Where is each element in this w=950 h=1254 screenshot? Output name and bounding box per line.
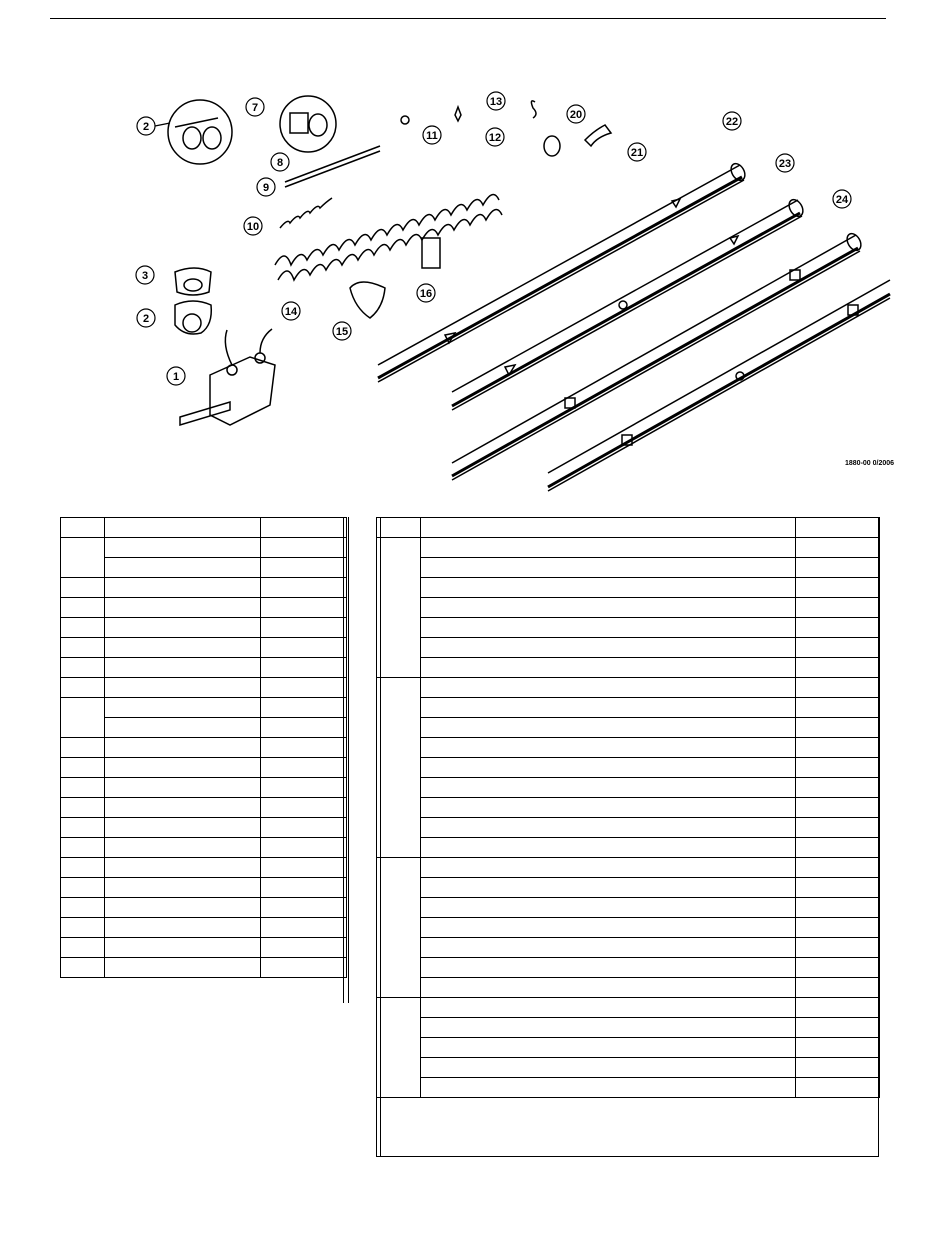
- callout-10: [244, 217, 262, 235]
- svg-text:13: 13: [489, 96, 503, 108]
- svg-text:11: 11: [426, 130, 438, 142]
- callout-2: [137, 309, 155, 327]
- left-parts-table: [60, 517, 347, 978]
- callout-11: [423, 126, 441, 144]
- callout-22: [723, 112, 741, 130]
- svg-text:9: 9: [262, 182, 270, 194]
- callout-16: [417, 284, 435, 302]
- callout-23: [776, 154, 794, 172]
- svg-text:2: 2: [142, 121, 150, 133]
- svg-text:24: 24: [835, 194, 849, 206]
- right-parts-table: [376, 517, 880, 1098]
- callout-21: [628, 143, 646, 161]
- svg-text:15: 15: [335, 326, 349, 338]
- callout-3: [136, 266, 154, 284]
- callout-20: [567, 105, 585, 123]
- svg-text:16: 16: [419, 288, 433, 300]
- callout-15: [333, 322, 351, 340]
- callout-1: [167, 367, 185, 385]
- rod-24: [452, 231, 864, 480]
- callout-14: [282, 302, 300, 320]
- svg-text:8: 8: [276, 157, 284, 169]
- callout-12: [486, 128, 504, 146]
- callout-13: [487, 92, 505, 110]
- header-rule: [50, 18, 886, 19]
- svg-text:23: 23: [778, 158, 792, 170]
- svg-text:7: 7: [251, 102, 259, 114]
- drawing-code: 1880-00 0/2006: [845, 460, 895, 467]
- svg-text:21: 21: [630, 147, 644, 159]
- svg-text:14: 14: [284, 306, 298, 318]
- callout-24: [833, 190, 851, 208]
- left-table-edge: [343, 517, 349, 1003]
- svg-text:20: 20: [569, 109, 583, 121]
- svg-text:22: 22: [725, 116, 739, 128]
- svg-text:1: 1: [172, 371, 180, 383]
- svg-text:10: 10: [246, 221, 260, 233]
- callout-9: [257, 178, 275, 196]
- callout-8: [271, 153, 289, 171]
- callout-7: [246, 98, 264, 116]
- callout-6: [137, 117, 170, 135]
- svg-text:3: 3: [141, 270, 149, 282]
- svg-text:12: 12: [488, 132, 502, 144]
- exploded-parts-diagram: [0, 80, 950, 510]
- svg-text:2: 2: [142, 313, 150, 325]
